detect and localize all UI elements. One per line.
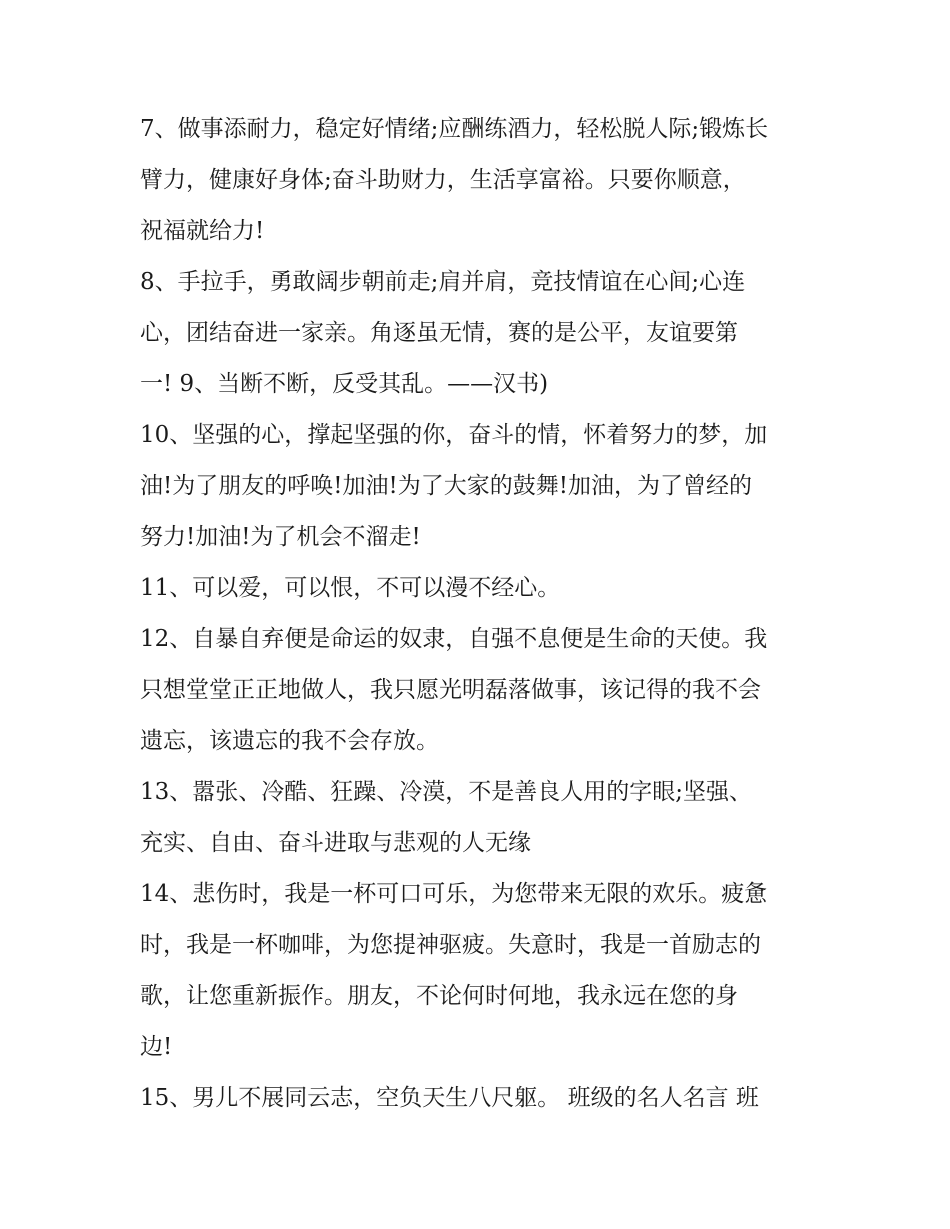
text-line: 努力!加油!为了机会不溜走! (140, 524, 421, 550)
text-line: 歌，让您重新振作。朋友，不论何时何地，我永远在您的身 (140, 983, 738, 1009)
text-line: 充实、自由、奋斗进取与悲观的人无缘 (140, 830, 531, 856)
text-line: 11、可以爱，可以恨，不可以漫不经心。 (140, 575, 561, 601)
text-line: 10、坚强的心，撑起坚强的你，奋斗的情，怀着努力的梦，加 (140, 422, 768, 448)
text-line: 边! (140, 1034, 173, 1060)
text-line: 祝福就给力! (140, 218, 265, 244)
text-line: 臂力，健康好身体;奋斗助财力，生活享富裕。只要你顺意， (140, 167, 746, 193)
text-line: 13、嚣张、冷酷、狂躁、冷漠，不是善良人用的字眼;坚强、 (140, 779, 753, 805)
text-line: 油!为了朋友的呼唤!加油!为了大家的鼓舞!加油，为了曾经的 (140, 473, 752, 499)
document-body (140, 104, 820, 1124)
text-line: 只想堂堂正正地做人，我只愿光明磊落做事，该记得的我不会 (140, 677, 761, 703)
text-line: 一! 9、当断不断，反受其乱。——汉书) (140, 371, 549, 397)
text-line: 12、自暴自弃便是命运的奴隶，自强不息便是生命的天使。我 (140, 626, 768, 652)
text-line: 15、男儿不展同云志，空负天生八尺躯。 班级的名人名言 班 (140, 1085, 759, 1111)
text-line: 7、做事添耐力，稳定好情绪;应酬练酒力，轻松脱人际;锻炼长 (140, 116, 769, 142)
text-line: 心，团结奋进一家亲。角逐虽无情，赛的是公平，友谊要第 (140, 320, 738, 346)
text-line: 遗忘，该遗忘的我不会存放。 (140, 728, 439, 754)
text-line: 时，我是一杯咖啡，为您提神驱疲。失意时，我是一首励志的 (140, 932, 761, 958)
text-line: 8、手拉手，勇敢阔步朝前走;肩并肩，竞技情谊在心间;心连 (140, 269, 746, 295)
text-line: 14、悲伤时，我是一杯可口可乐，为您带来无限的欢乐。疲惫 (140, 881, 768, 907)
